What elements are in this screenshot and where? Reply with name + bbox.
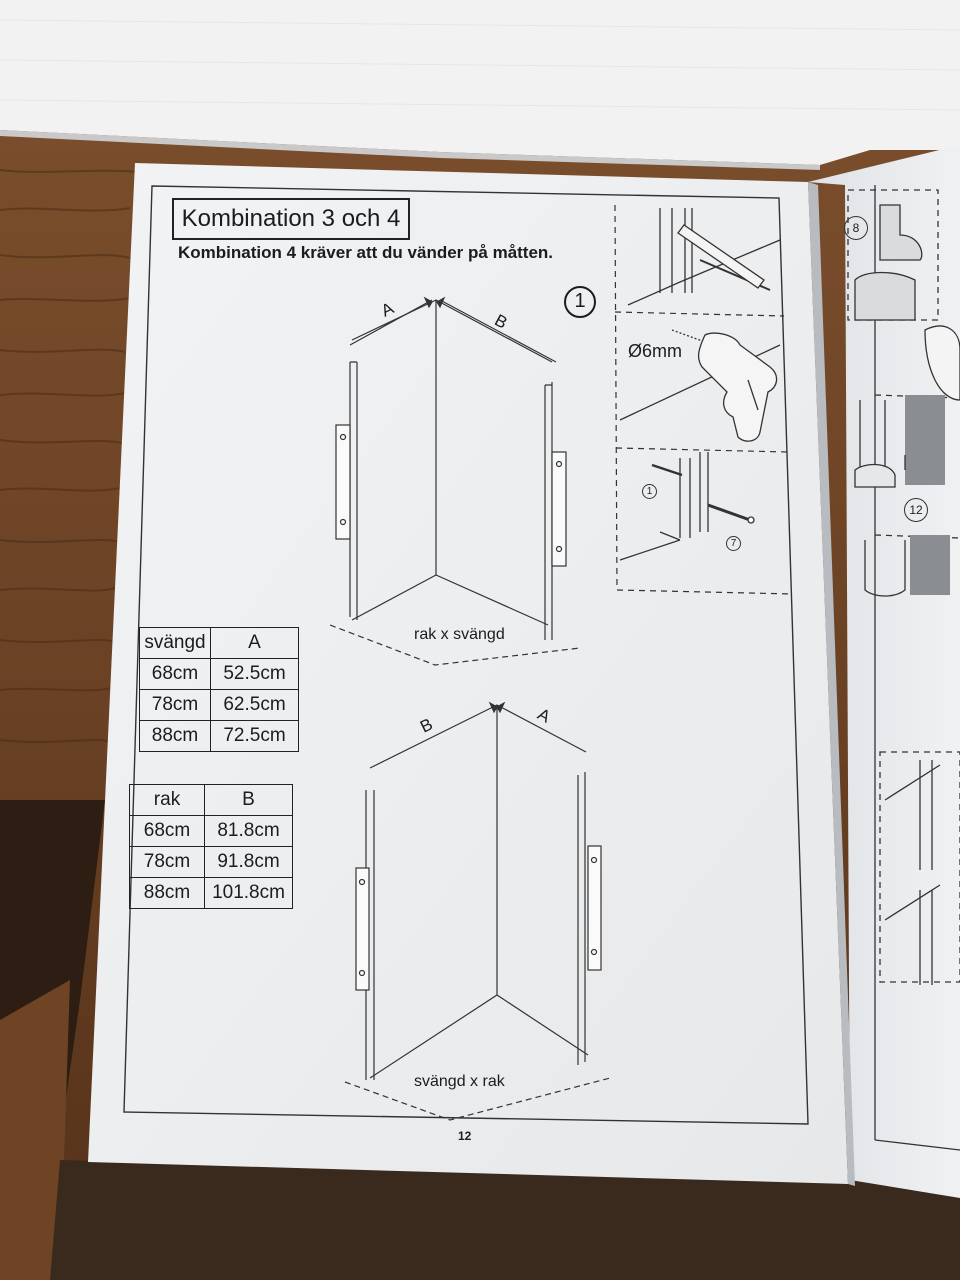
table-header-cell: A: [211, 628, 299, 659]
table-cell: 62.5cm: [211, 690, 299, 721]
table-cell: 88cm: [130, 878, 205, 909]
part-1-marker: 1: [642, 484, 657, 499]
table-cell: 68cm: [130, 816, 205, 847]
table-cell: 52.5cm: [211, 659, 299, 690]
table-cell: 72.5cm: [211, 721, 299, 752]
table-header-cell: rak: [130, 785, 205, 816]
page-subtitle: Kombination 4 kräver att du vänder på måtten.: [178, 243, 554, 262]
drill-size-label: Ø6mm: [628, 341, 682, 361]
top-label-b: B: [491, 310, 511, 333]
table-row: [140, 659, 299, 690]
table-cell: 81.8cm: [205, 816, 293, 847]
table-row: [140, 721, 299, 752]
table-cell: 78cm: [130, 847, 205, 878]
table-row: [140, 690, 299, 721]
table-header-cell: svängd: [140, 628, 211, 659]
top-caption: rak x svängd: [414, 626, 505, 643]
step-number-badge: 1: [564, 286, 596, 318]
table-row: [130, 878, 293, 909]
bottom-label-b: B: [417, 714, 436, 737]
table-cell: 91.8cm: [205, 847, 293, 878]
bottom-caption: svängd x rak: [414, 1073, 505, 1090]
table-row: [130, 847, 293, 878]
table-header-row: [130, 785, 293, 816]
table-header-row: [140, 628, 299, 659]
part-7-marker: 7: [726, 536, 741, 551]
table-rak-b: [129, 784, 293, 909]
next-page-part-12-marker: 12: [904, 498, 928, 522]
table-cell: 88cm: [140, 721, 211, 752]
table-svangd-a: [139, 627, 299, 752]
page-number: 12: [458, 1129, 472, 1143]
next-page-part-8-marker: 8: [844, 216, 868, 240]
table-row: [130, 816, 293, 847]
table-header-cell: B: [205, 785, 293, 816]
bottom-label-a: A: [534, 704, 554, 727]
table-cell: 101.8cm: [205, 878, 293, 909]
table-cell: 78cm: [140, 690, 211, 721]
table-cell: 68cm: [140, 659, 211, 690]
top-label-a: A: [378, 298, 397, 321]
page-title: Kombination 3 och 4: [172, 198, 410, 240]
